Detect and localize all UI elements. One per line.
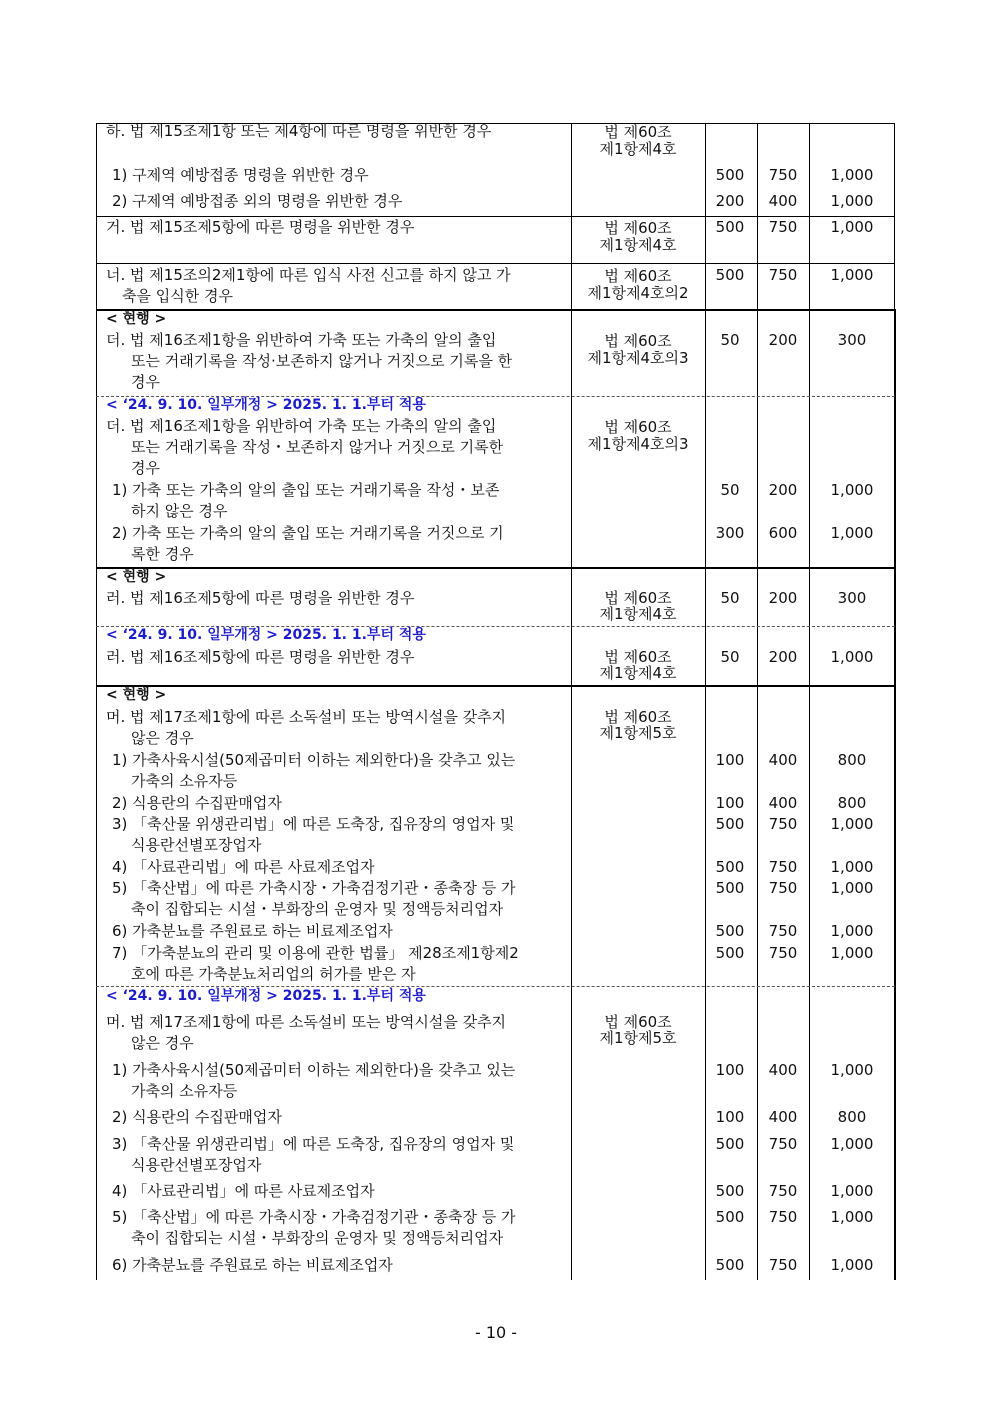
fine-3rd: 1,000 <box>830 858 874 876</box>
fine-3rd: 1,000 <box>830 815 874 833</box>
fine-1st: 50 <box>720 589 740 607</box>
item-label: 3) 「축산물 위생관리법」에 따른 도축장, 집유장의 영업자 및 <box>112 815 515 833</box>
fine-1st: 100 <box>715 751 745 769</box>
fine-1st: 100 <box>715 1108 745 1126</box>
legal-ref: 법 제60조 <box>604 1013 672 1031</box>
fine-2nd: 750 <box>768 944 798 962</box>
fine-2nd: 750 <box>768 1208 798 1226</box>
row-title: 더. 법 제16조제1항을 위반하여 가축 또는 가축의 알의 출입 <box>106 417 497 435</box>
section-label-amended: < ‘24. 9. 10. 일부개정 > 2025. 1. 1.부터 적용 <box>106 397 426 413</box>
row-title-cont: 또는 거래기록을 작성・보존하지 않거나 거짓으로 기록한 <box>131 438 504 456</box>
fine-1st: 500 <box>715 1208 745 1226</box>
item-label: 2) 구제역 예방접종 외의 명령을 위반한 경우 <box>112 192 403 210</box>
item-label: 3) 「축산물 위생관리법」에 따른 도축장, 집유장의 영업자 및 <box>112 1135 515 1153</box>
fine-1st: 500 <box>715 266 745 284</box>
fine-2nd: 750 <box>768 266 798 284</box>
section-label-current: < 현행 > <box>106 311 167 327</box>
fine-2nd: 750 <box>768 815 798 833</box>
fine-2nd: 400 <box>768 794 798 812</box>
fine-3rd: 1,000 <box>830 1061 874 1079</box>
legal-ref: 제1항제5호 <box>599 724 677 742</box>
row-title-cont: 경우 <box>131 373 160 391</box>
item-label: 5) 「축산법」에 따른 가축시장・가축검정기관・종축장 등 가 <box>112 1208 516 1226</box>
fine-1st: 500 <box>715 815 745 833</box>
legal-ref: 법 제60조 <box>604 267 672 285</box>
legal-ref: 제1항제4호 <box>599 236 677 254</box>
fine-3rd: 1,000 <box>830 648 874 666</box>
row-title-cont: 또는 거래기록을 작성·보존하지 않거나 거짓으로 기록을 한 <box>131 352 513 370</box>
legal-ref: 법 제60조 <box>604 123 672 141</box>
item-label: 4) 「사료관리법」에 따른 사료제조업자 <box>112 858 375 876</box>
legal-ref: 법 제60조 <box>604 332 672 350</box>
fine-2nd: 750 <box>768 858 798 876</box>
row-title-cont: 경우 <box>131 459 160 477</box>
row-title-cont: 않은 경우 <box>131 729 194 747</box>
item-label: 2) 식용란의 수집판매업자 <box>112 794 282 812</box>
item-label-cont: 가축의 소유자등 <box>131 772 238 790</box>
fine-2nd: 750 <box>768 1256 798 1274</box>
row-title: 너. 법 제15조의2제1항에 따른 입식 사전 신고를 하지 않고 가 <box>106 266 511 284</box>
item-label: 2) 가축 또는 가축의 알의 출입 또는 거래기록을 거짓으로 기 <box>112 524 504 542</box>
row-title-cont: 축을 입식한 경우 <box>122 287 233 305</box>
legal-ref: 제1항제4호의3 <box>587 349 689 367</box>
row-border <box>96 685 895 687</box>
fine-2nd: 600 <box>768 524 798 542</box>
fine-3rd: 800 <box>837 794 867 812</box>
row-title: 머. 법 제17조제1항에 따른 소독설비 또는 방역시설을 갖추지 <box>106 708 507 726</box>
fine-3rd: 1,000 <box>830 1135 874 1153</box>
fine-3rd: 1,000 <box>830 218 874 236</box>
item-label: 2) 식용란의 수집판매업자 <box>112 1108 282 1126</box>
legal-ref: 제1항제4호 <box>599 140 677 158</box>
item-label-cont: 록한 경우 <box>131 545 194 563</box>
section-label-current: < 현행 > <box>106 569 167 585</box>
fine-2nd: 750 <box>768 922 798 940</box>
row-border <box>96 263 895 264</box>
fine-3rd: 800 <box>837 751 867 769</box>
fine-3rd: 300 <box>837 589 867 607</box>
fine-3rd: 1,000 <box>830 1256 874 1274</box>
fine-3rd: 1,000 <box>830 1182 874 1200</box>
legal-ref: 제1항제4호의2 <box>587 284 689 302</box>
fine-1st: 500 <box>715 922 745 940</box>
fine-2nd: 400 <box>768 751 798 769</box>
item-label-cont: 가축의 소유자등 <box>131 1082 238 1100</box>
legal-ref: 법 제60조 <box>604 219 672 237</box>
fine-3rd: 1,000 <box>830 1208 874 1226</box>
legal-ref: 제1항제5호 <box>599 1029 677 1047</box>
fine-2nd: 750 <box>768 879 798 897</box>
row-title: 러. 법 제16조제5항에 따른 명령을 위반한 경우 <box>106 648 415 666</box>
fine-2nd: 400 <box>768 1108 798 1126</box>
row-title-cont: 않은 경우 <box>131 1034 194 1052</box>
legal-ref: 제1항제4호 <box>599 605 677 623</box>
fine-1st: 50 <box>720 481 740 499</box>
fine-1st: 100 <box>715 1061 745 1079</box>
fine-2nd: 750 <box>768 166 798 184</box>
fine-3rd: 1,000 <box>830 922 874 940</box>
fine-1st: 100 <box>715 794 745 812</box>
page-number: - 10 - <box>474 1323 518 1342</box>
fine-2nd: 400 <box>768 192 798 210</box>
fine-1st: 200 <box>715 192 745 210</box>
fine-3rd: 1,000 <box>830 481 874 499</box>
item-label-cont: 식용란선별포장업자 <box>131 836 262 854</box>
fine-3rd: 300 <box>837 331 867 349</box>
item-label-cont: 하지 않은 경우 <box>131 502 228 520</box>
item-label: 5) 「축산법」에 따른 가축시장・가축검정기관・종축장 등 가 <box>112 879 516 897</box>
col-border-ref <box>571 123 572 1280</box>
item-label: 7) 「가축분뇨의 관리 및 이용에 관한 법률」 제28조제1항제2 <box>112 944 519 962</box>
row-border <box>96 567 895 569</box>
fine-3rd: 1,000 <box>830 879 874 897</box>
fine-3rd: 800 <box>837 1108 867 1126</box>
fine-1st: 500 <box>715 1135 745 1153</box>
item-label: 1) 가축 또는 가축의 알의 출입 또는 거래기록을 작성・보존 <box>112 481 500 499</box>
row-border <box>96 309 895 311</box>
fine-2nd: 750 <box>768 1135 798 1153</box>
col-border-left <box>96 123 97 1280</box>
item-label-cont: 축이 집합되는 시설・부화장의 운영자 및 정액등처리업자 <box>131 900 504 918</box>
fine-2nd: 200 <box>768 481 798 499</box>
item-label: 1) 가축사육시설(50제곱미터 이하는 제외한다)을 갖추고 있는 <box>112 751 516 769</box>
fine-1st: 500 <box>715 879 745 897</box>
item-label: 6) 가축분뇨를 주원료로 하는 비료제조업자 <box>112 922 393 940</box>
item-label-cont: 호에 따른 가축분뇨처리업의 허가를 받은 자 <box>131 965 416 983</box>
legal-ref: 법 제60조 <box>604 418 672 436</box>
fine-1st: 500 <box>715 1182 745 1200</box>
row-title: 더. 법 제16조제1항을 위반하여 가축 또는 가축의 알의 출입 <box>106 331 497 349</box>
fine-3rd: 1,000 <box>830 192 874 210</box>
fine-2nd: 200 <box>768 648 798 666</box>
section-label-current: < 현행 > <box>106 687 167 703</box>
fine-1st: 500 <box>715 218 745 236</box>
fine-1st: 50 <box>720 331 740 349</box>
legal-ref: 법 제60조 <box>604 589 672 607</box>
row-title: 거. 법 제15조제5항에 따른 명령을 위반한 경우 <box>106 218 415 236</box>
row-title: 머. 법 제17조제1항에 따른 소독설비 또는 방역시설을 갖추지 <box>106 1013 507 1031</box>
fine-1st: 500 <box>715 1256 745 1274</box>
fine-1st: 500 <box>715 858 745 876</box>
fine-3rd: 1,000 <box>830 166 874 184</box>
section-label-amended: < ‘24. 9. 10. 일부개정 > 2025. 1. 1.부터 적용 <box>106 627 426 643</box>
item-label: 6) 가축분뇨를 주원료로 하는 비료제조업자 <box>112 1256 393 1274</box>
fine-2nd: 750 <box>768 1182 798 1200</box>
legal-ref: 법 제60조 <box>604 708 672 726</box>
fine-1st: 50 <box>720 648 740 666</box>
fine-2nd: 400 <box>768 1061 798 1079</box>
fine-1st: 500 <box>715 166 745 184</box>
legal-ref: 법 제60조 <box>604 648 672 666</box>
row-title: 러. 법 제16조제5항에 따른 명령을 위반한 경우 <box>106 589 415 607</box>
fine-2nd: 750 <box>768 218 798 236</box>
fine-3rd: 1,000 <box>830 266 874 284</box>
item-label-cont: 식용란선별포장업자 <box>131 1156 262 1174</box>
fine-2nd: 200 <box>768 589 798 607</box>
item-label: 1) 가축사육시설(50제곱미터 이하는 제외한다)을 갖추고 있는 <box>112 1061 516 1079</box>
fine-2nd: 200 <box>768 331 798 349</box>
legal-ref: 제1항제4호의3 <box>587 435 689 453</box>
section-label-amended: < ‘24. 9. 10. 일부개정 > 2025. 1. 1.부터 적용 <box>106 988 426 1004</box>
fine-3rd: 1,000 <box>830 944 874 962</box>
item-label-cont: 축이 집합되는 시설・부화장의 운영자 및 정액등처리업자 <box>131 1229 504 1247</box>
legal-ref: 제1항제4호 <box>599 664 677 682</box>
item-label: 1) 구제역 예방접종 명령을 위반한 경우 <box>112 166 369 184</box>
fine-1st: 300 <box>715 524 745 542</box>
item-label: 4) 「사료관리법」에 따른 사료제조업자 <box>112 1182 375 1200</box>
row-title: 하. 법 제15조제1항 또는 제4항에 따른 명령을 위반한 경우 <box>106 122 492 140</box>
fine-1st: 500 <box>715 944 745 962</box>
fine-3rd: 1,000 <box>830 524 874 542</box>
